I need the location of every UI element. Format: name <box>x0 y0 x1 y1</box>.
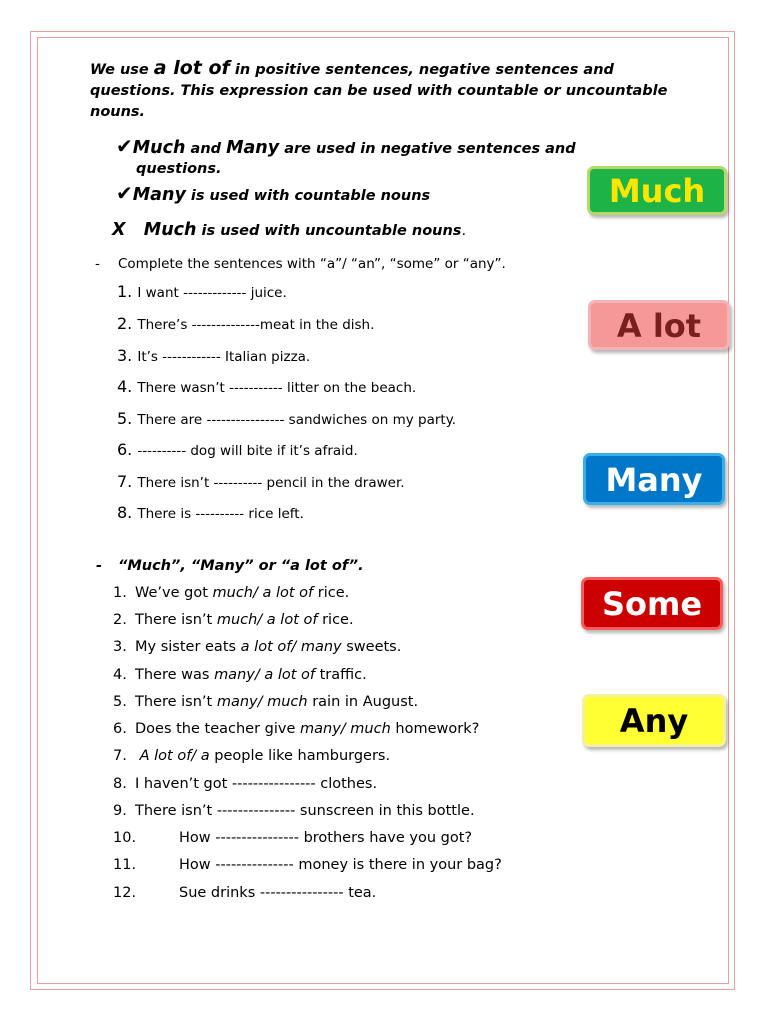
item-number: 4. <box>113 667 127 683</box>
item-number: 1. <box>113 585 127 601</box>
item-number: 3. <box>113 639 127 655</box>
some-badge <box>581 577 723 630</box>
rule-1-text: are used in negative sentences and <box>279 141 576 157</box>
check-icon: ✔ <box>116 134 133 158</box>
item-text: There isn’t <box>135 612 217 628</box>
item-number: 5. <box>117 409 133 428</box>
exercise-2-item <box>113 748 390 764</box>
exercise-2-item <box>113 803 475 819</box>
item-text: Sue drinks ---------------- tea. <box>179 885 377 901</box>
item-text-end: traffic. <box>315 667 367 683</box>
section-1-dash: - <box>95 256 100 272</box>
item-text: There isn’t <box>135 694 217 710</box>
exercise-2-item <box>113 830 472 846</box>
item-text: ---------- dog will bite if it’s afraid. <box>137 443 358 459</box>
rule-2 <box>116 183 430 207</box>
rule-1-word-2: Many <box>226 138 280 158</box>
intro-paragraph <box>90 58 670 123</box>
item-choices: much/ a lot of <box>212 585 314 601</box>
item-text: There isn’t --------------- sunscreen in this bottle. <box>135 803 475 819</box>
item-choices: a lot of/ many <box>240 639 342 655</box>
item-text: There isn’t ---------- pencil in the drawer. <box>137 475 405 491</box>
rule-2-text: is used with countable nouns <box>185 188 431 204</box>
exercise-2-item <box>113 694 418 710</box>
section-1-instruction: Complete the sentences with “a”/ “an”, “some” or “any”. <box>118 256 506 272</box>
a-lot-badge-label: A lot <box>616 307 702 345</box>
exercise-1-item <box>117 409 456 428</box>
item-text-end: rain in August. <box>307 694 419 710</box>
item-number: 6. <box>117 440 133 459</box>
item-number: 5. <box>113 694 127 710</box>
exercise-2-item <box>113 639 401 655</box>
intro-text-2: in positive sentences, negative sentences and questions. This expression can be used with countable or uncountable nouns. <box>90 62 668 120</box>
rule-1-word-1: Much <box>132 138 186 158</box>
item-text: We’ve got <box>135 585 213 601</box>
item-number: 9. <box>113 803 127 819</box>
rule-1-cont: questions. <box>136 161 222 177</box>
item-number: 6. <box>113 721 127 737</box>
item-number: 11. <box>113 857 137 873</box>
item-text: My sister eats <box>135 639 241 655</box>
item-text-end: sweets. <box>341 639 402 655</box>
item-text-end: homework? <box>390 721 480 737</box>
exercise-2-item <box>113 776 377 792</box>
item-number: 2. <box>113 612 127 628</box>
exercise-2-item <box>113 612 354 628</box>
exercise-1-item <box>117 314 374 333</box>
exercise-1-item <box>117 472 405 491</box>
item-number: 7. <box>117 472 133 491</box>
any-badge-label: Any <box>619 702 689 740</box>
intro-text-1: We use <box>90 62 154 78</box>
rule-1-and: and <box>185 141 227 157</box>
item-text: Does the teacher give <box>135 721 301 737</box>
exercise-2-item <box>113 667 367 683</box>
item-number: 1. <box>117 282 133 301</box>
much-badge <box>587 166 727 215</box>
item-choices: much/ a lot of <box>216 612 318 628</box>
item-choices: A lot of/ a <box>139 748 210 764</box>
item-text-end: rice. <box>317 612 354 628</box>
item-text: There are ---------------- sandwiches on my party. <box>137 412 457 428</box>
many-badge <box>583 453 725 505</box>
item-choices: many/ much <box>300 721 391 737</box>
intro-highlight: a lot of <box>153 57 230 79</box>
a-lot-badge <box>588 300 730 350</box>
item-text: There is ---------- rice left. <box>137 506 304 522</box>
rule-3-word: Much <box>143 220 197 240</box>
item-text-end: people like hamburgers. <box>209 748 391 764</box>
item-text: I haven’t got ---------------- clothes. <box>135 776 378 792</box>
exercise-1-item <box>117 282 287 301</box>
item-text: There wasn’t ----------- litter on the beach. <box>137 380 417 396</box>
item-text: How ---------------- brothers have you got? <box>179 830 473 846</box>
item-number: 12. <box>113 885 137 901</box>
cross-icon: X <box>112 220 126 240</box>
any-badge <box>582 694 726 747</box>
exercise-2-item <box>113 885 376 901</box>
exercise-2-item <box>113 721 479 737</box>
item-number: 3. <box>117 346 133 365</box>
item-text: It’s ------------ Italian pizza. <box>137 349 311 365</box>
rule-2-word: Many <box>132 185 186 205</box>
rule-1 <box>116 136 576 160</box>
item-choices: many/ a lot of <box>214 667 316 683</box>
check-icon: ✔ <box>116 181 133 205</box>
rule-3 <box>112 220 466 242</box>
section-2-heading: “Much”, “Many” or “a lot of”. <box>118 558 364 574</box>
exercise-1-item <box>117 503 304 522</box>
item-text: There was <box>135 667 215 683</box>
many-badge-label: Many <box>605 461 703 499</box>
rule-3-text: is used with uncountable nouns <box>196 223 462 239</box>
item-text-end: rice. <box>313 585 350 601</box>
item-number: 10. <box>113 830 137 846</box>
rule-3-end: . <box>461 223 467 239</box>
item-text: I want ------------- juice. <box>137 285 287 301</box>
item-choices: many/ much <box>216 694 308 710</box>
exercise-1-item <box>117 346 310 365</box>
item-text: How --------------- money is there in your bag? <box>179 857 502 873</box>
exercise-2-item <box>113 585 349 601</box>
exercise-1-item <box>117 440 358 459</box>
item-number: 8. <box>117 503 133 522</box>
item-number: 2. <box>117 314 133 333</box>
section-2-dash: - <box>96 558 103 574</box>
exercise-2-item <box>113 857 502 873</box>
item-number: 4. <box>117 377 133 396</box>
exercise-1-item <box>117 377 416 396</box>
item-number: 8. <box>113 776 127 792</box>
much-badge-label: Much <box>608 172 706 210</box>
item-number: 7. <box>113 748 127 764</box>
item-text: There’s --------------meat in the dish. <box>137 317 375 333</box>
some-badge-label: Some <box>601 585 703 623</box>
